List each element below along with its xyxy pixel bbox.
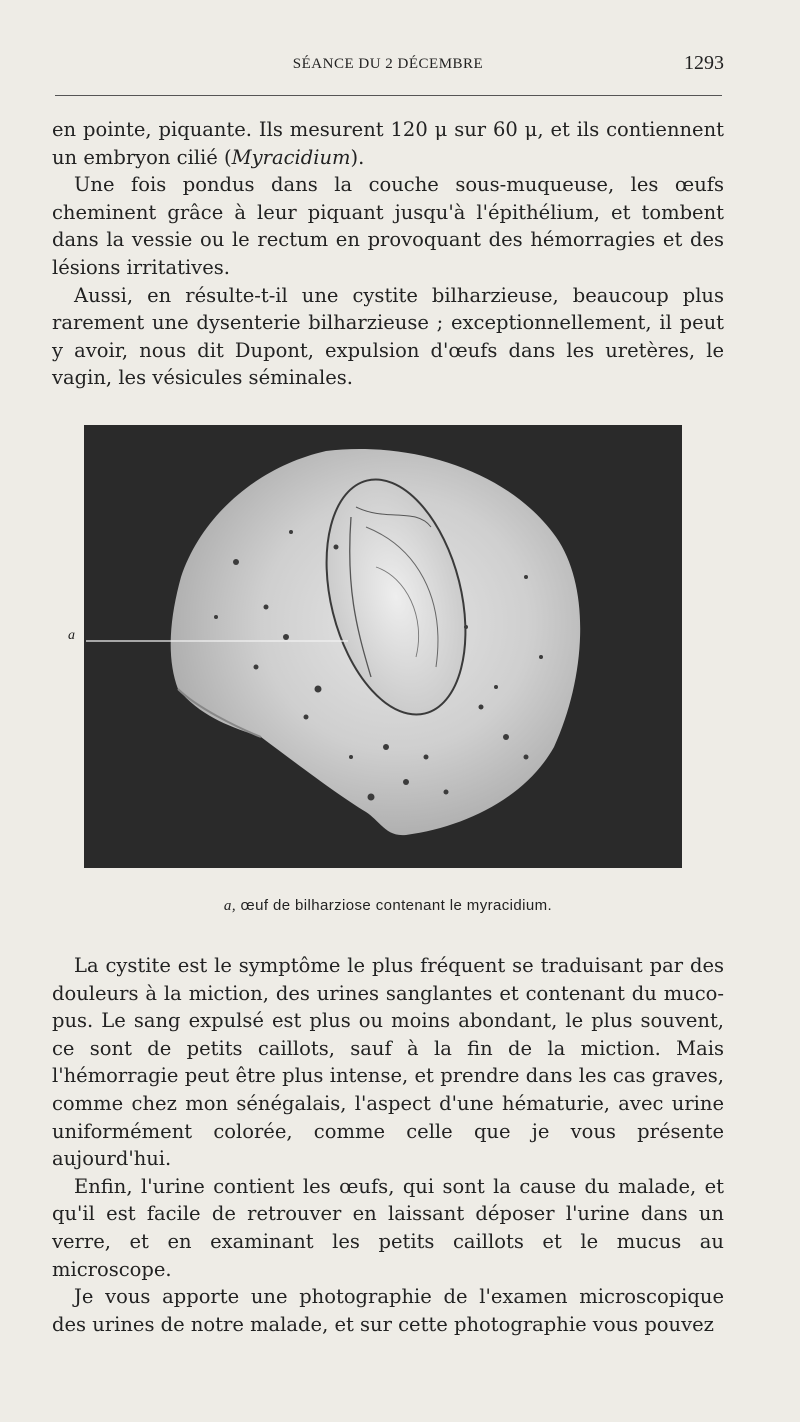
text-block-bottom — [52, 952, 724, 1338]
header-rule — [55, 95, 722, 96]
emphasis: Myracidium — [231, 145, 351, 169]
page-number: 1293 — [684, 52, 724, 74]
micrograph-figure — [84, 425, 682, 868]
micrograph-image — [86, 427, 680, 866]
text-block-top — [52, 116, 724, 392]
page-header — [52, 52, 724, 76]
caption-label: a, — [223, 898, 236, 914]
paragraph: Je vous apporte une photographie de l'examen microscopique des urines de notre malade, et sur cette photographie vous pouvez — [52, 1285, 724, 1336]
figure-label: a — [68, 628, 75, 643]
paragraph: Aussi, en résulte-t-il une cystite bilharzieuse, beaucoup plus rarement une dysenterie bilharzieuse ; exceptionnellement, il peut y avoir, nous dit Dupont, expulsion d'œufs dans les uretères, le vagin, les vésicules séminales. — [52, 283, 724, 390]
paragraph: en pointe, piquante. Ils mesurent 120 μ sur 60 μ, et ils contiennent un embryon cilié (Myracidium). — [52, 118, 724, 169]
running-title: SÉANCE DU 2 DÉCEMBRE — [292, 56, 484, 72]
figure-caption — [52, 897, 724, 915]
paragraph: Une fois pondus dans la couche sous-muqueuse, les œufs cheminent grâce à leur piquant jusqu'à l'épithélium, et tombent dans la vessie ou le rectum en provoquant des hémorragies et des lésions irritatives. — [52, 173, 724, 279]
caption-text: œuf de bilharziose contenant le myracidium. — [235, 897, 553, 914]
paragraph: La cystite est le symptôme le plus fréquent se traduisant par des douleurs à la miction, des urines sanglantes et contenant du muco-pus. Le sang expulsé est plus ou moins abondant, le plus souvent, ce sont de petits caillots, sauf à la fin de la miction. Mais l'hémorragie peut être plus intense, et prendre dans les cas graves, comme chez mon sénégalais, l'aspect d'une hématurie, avec urine uniformément colorée, comme celle que je vous présente aujourd'hui. — [52, 954, 724, 1171]
paragraph: Enfin, l'urine contient les œufs, qui sont la cause du malade, et qu'il est facile de retrouver en laissant déposer l'urine dans un verre, et en examinant les petits caillots et le mucus au microscope. — [52, 1174, 724, 1281]
